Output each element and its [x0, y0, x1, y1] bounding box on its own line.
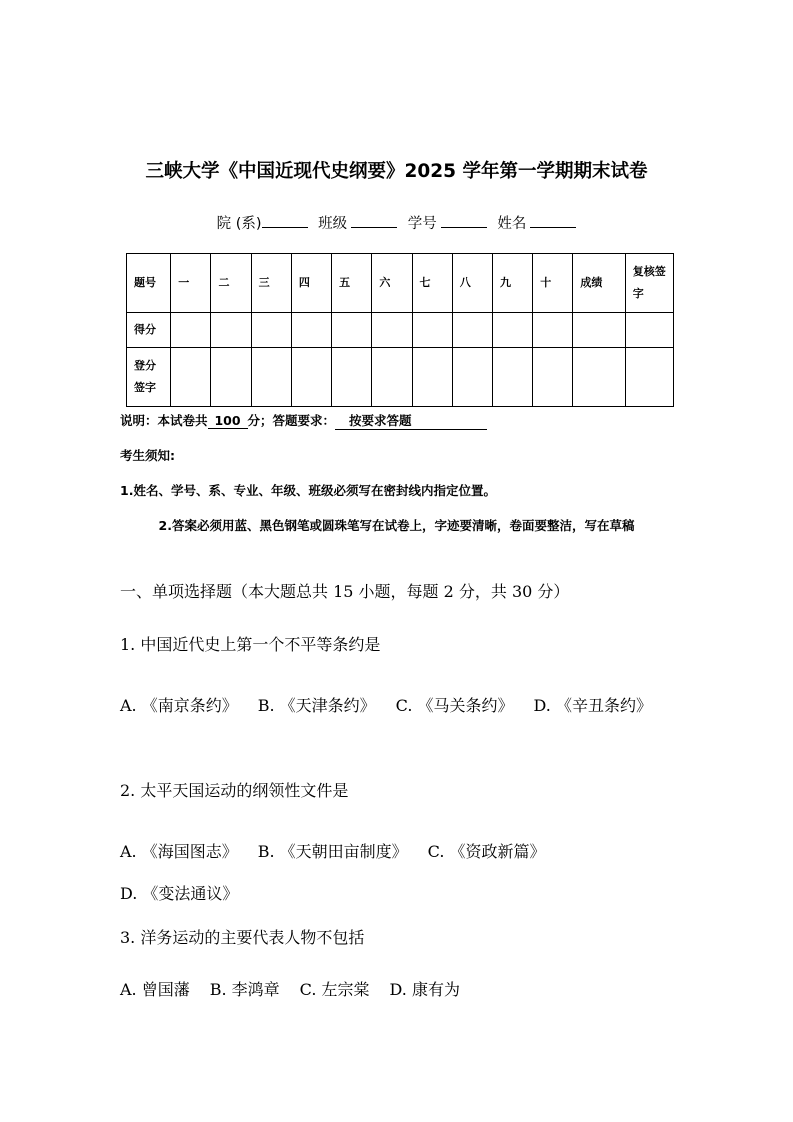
score-table — [126, 253, 674, 407]
signature-cell — [625, 348, 673, 407]
signature-cell — [412, 348, 452, 407]
header-cell: 十 — [533, 254, 573, 313]
department-label: 院 (系) — [216, 216, 262, 232]
question-stem: 1. 中国近代史上第一个不平等条约是 — [120, 635, 381, 654]
notice-rule-2: 2.答案必须用蓝、黑色钢笔或圆珠笔写在试卷上，字迹要清晰，卷面要整洁，写在草稿 — [158, 518, 635, 533]
option-b: B. 《天津条约》 — [257, 696, 376, 715]
header-cell: 七 — [412, 254, 452, 313]
question-stem: 3. 洋务运动的主要代表人物不包括 — [120, 928, 365, 947]
notice-rule-1: 1.姓名、学号、系、专业、年级、班级必须写在密封线内指定位置。 — [120, 483, 496, 498]
header-cell: 三 — [251, 254, 291, 313]
score-cell — [171, 313, 211, 348]
header-cell: 五 — [332, 254, 372, 313]
signature-cell — [171, 348, 211, 407]
table-header-row — [127, 254, 674, 313]
option-a: A. 《海国图志》 — [120, 842, 238, 861]
score-cell — [492, 313, 532, 348]
signature-cell — [251, 348, 291, 407]
question-options — [120, 685, 676, 727]
student-id-label: 学号 — [407, 216, 437, 232]
score-cell — [533, 313, 573, 348]
score-cell — [291, 313, 331, 348]
student-id-blank — [441, 213, 487, 228]
signature-cell — [533, 348, 573, 407]
answer-requirement: 按要求答题 — [335, 411, 487, 430]
score-cell — [251, 313, 291, 348]
option-b: B. 《天朝田亩制度》 — [257, 842, 408, 861]
header-cell: 六 — [372, 254, 412, 313]
signature-cell — [291, 348, 331, 407]
class-label: 班级 — [318, 216, 348, 232]
name-blank — [530, 213, 576, 228]
section-heading: 一、单项选择题（本大题总共 15 小题，每题 2 分，共 30 分） — [120, 582, 570, 601]
option-b: B. 李鸿章 — [209, 980, 280, 999]
header-cell: 九 — [492, 254, 532, 313]
signature-cell — [332, 348, 372, 407]
question-options — [120, 977, 460, 1000]
signature-cell — [372, 348, 412, 407]
score-row-label: 得分 — [127, 313, 171, 348]
option-c: C. 《资政新篇》 — [427, 842, 546, 861]
header-cell: 题号 — [127, 254, 171, 313]
header-cell: 八 — [452, 254, 492, 313]
option-a: A. 《南京条约》 — [120, 696, 238, 715]
question-options — [120, 831, 676, 915]
header-cell: 成绩 — [573, 254, 625, 313]
student-info-line — [0, 212, 793, 233]
header-cell: 二 — [211, 254, 251, 313]
signature-cell — [211, 348, 251, 407]
option-a: A. 曾国藩 — [120, 980, 190, 999]
header-cell: 四 — [291, 254, 331, 313]
signature-row — [127, 348, 674, 407]
score-cell — [211, 313, 251, 348]
question-stem: 2. 太平天国运动的纲领性文件是 — [120, 781, 349, 800]
note-mid: 分；答题要求： — [247, 413, 336, 428]
score-cell — [372, 313, 412, 348]
total-score: 100 — [208, 413, 248, 429]
signature-cell — [452, 348, 492, 407]
option-c: C. 左宗棠 — [299, 980, 370, 999]
exam-instructions — [120, 411, 487, 430]
exam-title: 三峡大学《中国近现代史纲要》2025 学年第一学期期末试卷 — [145, 161, 648, 182]
header-cell: 复核签字 — [625, 254, 673, 313]
header-cell: 一 — [171, 254, 211, 313]
note-prefix: 说明：本试卷共 — [120, 413, 208, 428]
score-cell — [332, 313, 372, 348]
option-d: D. 《变法通议》 — [120, 884, 239, 903]
score-cell — [452, 313, 492, 348]
score-row — [127, 313, 674, 348]
class-blank — [351, 213, 397, 228]
score-cell — [573, 313, 625, 348]
option-d: D. 康有为 — [389, 980, 460, 999]
score-cell — [625, 313, 673, 348]
option-d: D. 《辛丑条约》 — [533, 696, 652, 715]
name-label: 姓名 — [497, 216, 527, 232]
notice-title: 考生须知: — [120, 448, 175, 463]
signature-cell — [492, 348, 532, 407]
department-blank — [262, 213, 308, 228]
signature-cell — [573, 348, 625, 407]
score-cell — [412, 313, 452, 348]
signature-row-label: 登分签字 — [127, 348, 171, 407]
option-c: C. 《马关条约》 — [395, 696, 514, 715]
